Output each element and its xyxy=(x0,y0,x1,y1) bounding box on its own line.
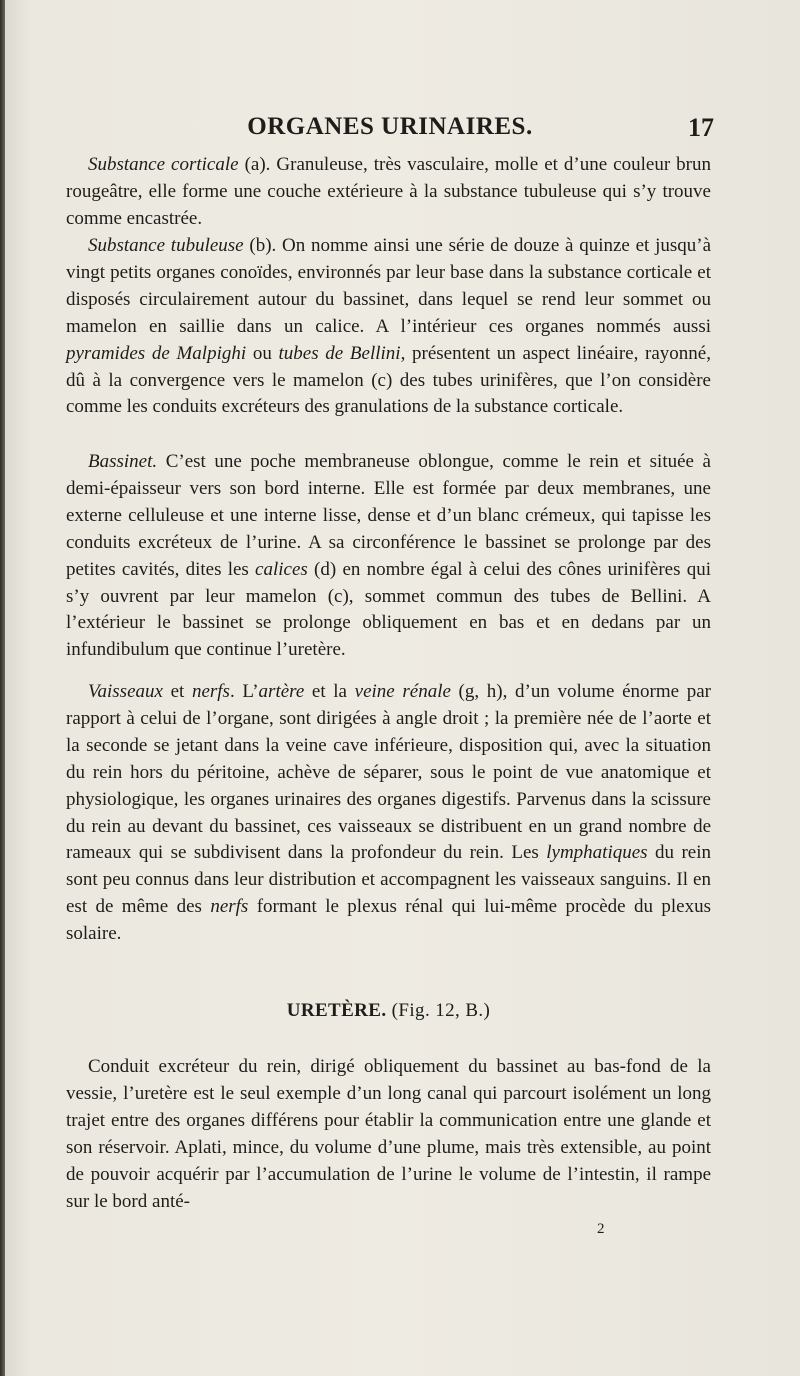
paragraph-lead: Substance corticale xyxy=(88,154,239,175)
running-header xyxy=(66,113,714,149)
paragraph-substance-tubuleuse xyxy=(66,233,711,421)
paragraph-text: ou xyxy=(246,342,279,364)
paragraph-text: (b). On nomme ainsi une série de douze à quinze et jusqu’à vingt petits organes conoïdes, environnés par leur base dans la substance corticale et disposés circulairement autour du bassinet, dans lequel se rend leur sommet ou mamelon en saillie dans un calice. A l’intérieur ces organes nommés aussi xyxy=(66,235,712,337)
paragraph-bassinet xyxy=(66,449,711,664)
paragraph-text: et xyxy=(162,681,192,702)
italic-term: nerfs xyxy=(191,681,230,702)
paragraph-text: (d) en nombre égal à celui des cônes urinifères qui s’y ouvrent par leur mamelon (c), sommet commun des tubes de Bellini. A l’extérieur le bassinet se prolonge obliquement en bas et en dedans par un infundibulum que continue l’uretère. xyxy=(66,558,711,661)
page-title: ORGANES URINAIRES. xyxy=(247,113,533,140)
paragraph-text: (g, h), d’un volume énorme par rapport à celui de l’organe, sont dirigées à angle droit ; la première née de l’aorte et la seconde se jetant dans la veine cave inférieure, disposition qui, avec la situation du rein hors du péritoine, achève de séparer, sous le point de vue anatomique et physiologique, les organes urinaires des organes digestifs. Parvenus dans la scissure du rein au devant du bassinet, ces vaisseaux se distribuent en un grand nombre de rameaux qui se subdivisent dans la profondeur du rein. Les xyxy=(66,681,711,864)
page-binding-edge xyxy=(0,0,5,1376)
paragraph-vaisseaux-nerfs xyxy=(66,679,711,948)
paragraph-lead: Vaisseaux xyxy=(88,681,163,702)
italic-term: pyramides de Malpighi xyxy=(66,342,247,364)
page-number: 17 xyxy=(688,113,714,142)
paragraph-text: formant le plexus rénal qui lui-même procède du plexus solaire. xyxy=(66,896,711,945)
italic-term: nerfs xyxy=(210,896,249,918)
paragraph-text: (a). Granuleuse, très vasculaire, molle et d’une couleur brun rougeâtre, elle forme une couche extérieure à la substance tubuleuse qui s’y trouve comme encastrée. xyxy=(66,154,711,229)
italic-term: tubes de Bellini xyxy=(278,342,401,364)
paragraph-lead: Substance tubuleuse xyxy=(88,235,244,256)
section-heading-word: URETÈRE. xyxy=(286,1000,387,1021)
printer-signature-mark: 2 xyxy=(597,1221,605,1237)
italic-term: artère xyxy=(258,681,305,702)
italic-term: veine rénale xyxy=(354,681,451,702)
paragraph-text: du rein sont peu connus dans leur distribution et accompagnent les vaisseaux sanguins. Il en est de même des xyxy=(66,842,711,918)
section-heading-uretere xyxy=(66,1000,711,1022)
paragraph-text: C’est une poche membraneuse oblongue, comme le rein et située à demi-épaisseur vers son bord interne. Elle est formée par deux membranes, une externe celluleuse et une interne lisse, dense et d’un blanc crémeux, qui tapisse les conduits excréteux de l’urine. A sa circonférence le bassinet se prolonge par des petites cavités, dites les xyxy=(66,451,711,580)
italic-term: lymphatiques xyxy=(546,842,648,864)
paragraph-text: et la xyxy=(304,681,355,702)
paragraph-uretere: Conduit excréteur du rein, dirigé obliquement du bassinet au bas-fond de la vessie, l’uretère est le seul exemple d’un long canal qui parcourt isolément un long trajet entre des organes différens pour établir la communication entre une glande et son réservoir. Aplati, mince, du volume d’une plume, mais très extensible, au point de pouvoir acquérir par l’accumulation de l’urine le volume de l’intestin, il rampe sur le bord anté- xyxy=(66,1056,711,1212)
paragraph-text: . L’ xyxy=(229,681,259,702)
section-heading-figure-ref: (Fig. 12, B.) xyxy=(386,1000,491,1021)
paragraph-text: , présentent un aspect linéaire, rayonné, dû à la convergence vers le mamelon (c) des tubes urinifères, que l’on considère comme les conduits excréteurs des granulations de la substance corticale. xyxy=(66,342,711,418)
paragraph-substance-corticale xyxy=(66,152,711,233)
paragraph-lead: Bassinet. xyxy=(88,451,158,472)
italic-term: calices xyxy=(255,558,308,580)
